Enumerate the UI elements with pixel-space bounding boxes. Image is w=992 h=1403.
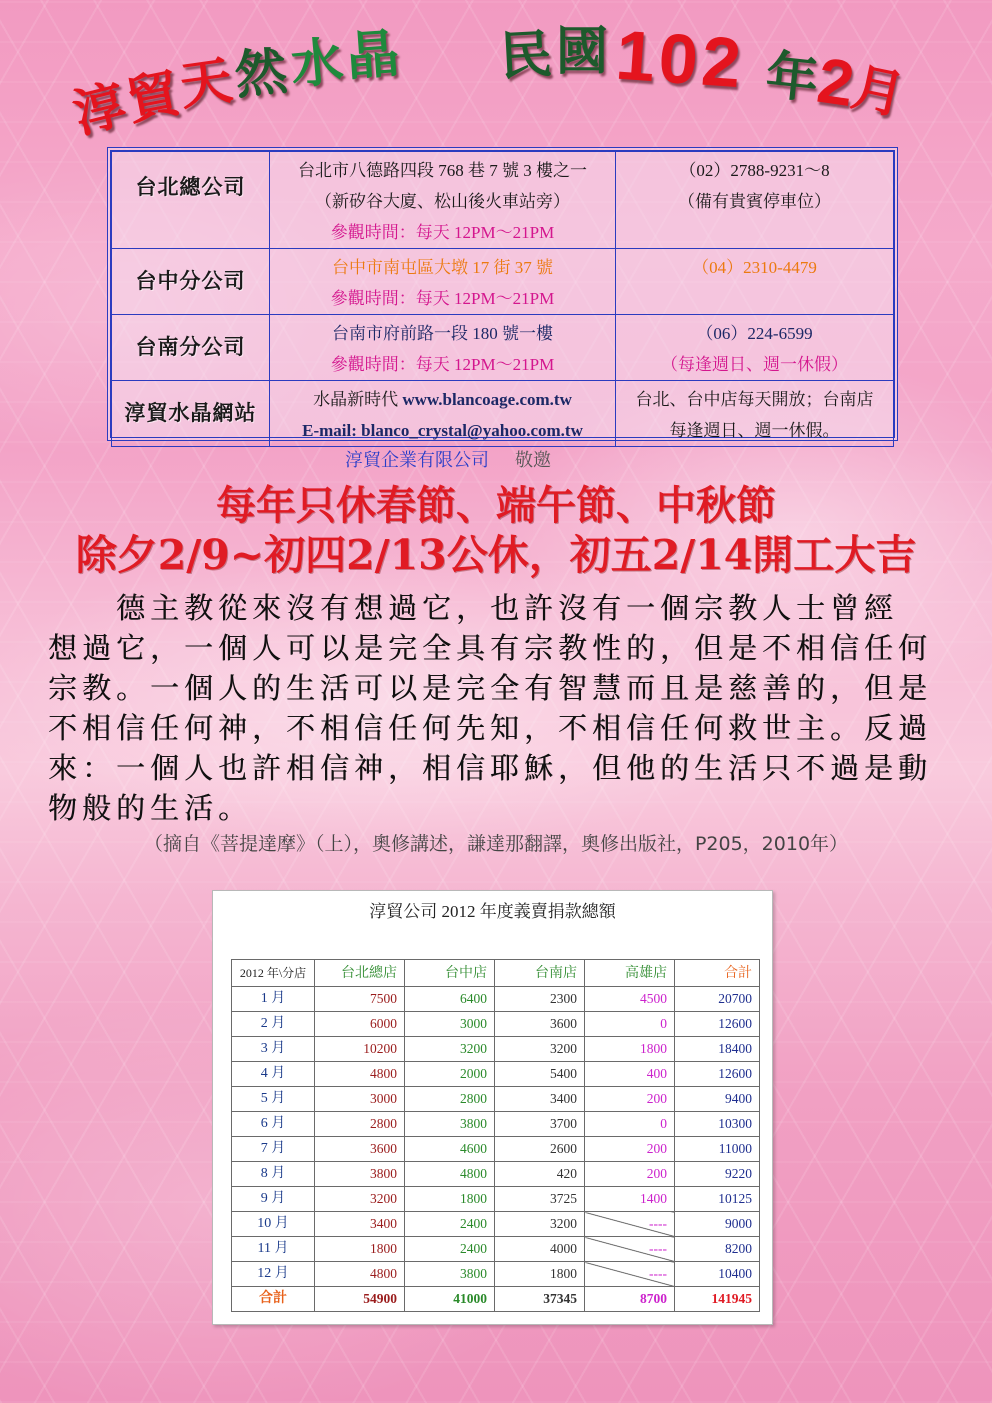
branch-info-table — [107, 147, 898, 441]
month-cell: 5 月 — [232, 1087, 315, 1112]
total-row — [232, 1287, 760, 1312]
taipei-value: 3200 — [315, 1187, 405, 1212]
kaohsiung-value: 400 — [585, 1062, 675, 1087]
taipei-value: 7500 — [315, 987, 405, 1012]
taichung-value: 3000 — [405, 1012, 495, 1037]
taichung-value: 2400 — [405, 1237, 495, 1262]
tainan-value: 3700 — [495, 1112, 585, 1137]
tainan-value: 3200 — [495, 1212, 585, 1237]
table-row — [232, 1237, 760, 1262]
invitation-signature — [345, 449, 551, 473]
kaohsiung-value: 1800 — [585, 1037, 675, 1062]
donation-summary-panel — [212, 890, 773, 1325]
opening-note-line: 每逢週日、週一休假。 — [669, 421, 840, 440]
branch-row-tainan — [112, 315, 894, 381]
taipei-value: 3800 — [315, 1162, 405, 1187]
taichung-value: 6400 — [405, 987, 495, 1012]
taichung-value: 3800 — [405, 1262, 495, 1287]
month-cell: 8 月 — [232, 1162, 315, 1187]
title-char: 晶 — [344, 24, 402, 88]
table-row — [232, 1187, 760, 1212]
title-year: 102 — [613, 15, 748, 103]
branch-address — [270, 152, 616, 249]
month-cell: 2 月 — [232, 1012, 315, 1037]
branch-phone — [616, 152, 894, 249]
parking-note: （備有貴賓停車位） — [678, 192, 831, 211]
tainan-value: 4000 — [495, 1237, 585, 1262]
total-value: 11000 — [675, 1137, 760, 1162]
month-cell: 4 月 — [232, 1062, 315, 1087]
header-taichung: 台中店 — [405, 960, 495, 987]
kaohsiung-total: 8700 — [585, 1287, 675, 1312]
kaohsiung-value: ---- — [585, 1237, 675, 1262]
title-char: 水 — [288, 31, 346, 97]
header-total: 合計 — [675, 960, 760, 987]
taipei-value: 6000 — [315, 1012, 405, 1037]
website-line — [270, 384, 615, 415]
opening-notes — [616, 381, 894, 447]
kaohsiung-value: 0 — [585, 1012, 675, 1037]
address-line: （新矽谷大廈、松山後火車站旁） — [315, 192, 570, 211]
total-value: 9400 — [675, 1087, 760, 1112]
table-row — [232, 1262, 760, 1287]
visiting-hours: 參觀時間：每天 12PM～21PM — [330, 223, 555, 242]
address-line: 台中市南屯區大墩 17 街 37 號 — [332, 258, 553, 277]
tainan-value: 3725 — [495, 1187, 585, 1212]
month-cell: 6 月 — [232, 1112, 315, 1137]
header-kaohsiung: 高雄店 — [585, 960, 675, 987]
table-row — [232, 1137, 760, 1162]
quote-paragraph — [48, 588, 948, 828]
total-value: 10125 — [675, 1187, 760, 1212]
quote-line: 德主教從來沒有想過它，也許沒有一個宗教人士曾經 — [116, 591, 899, 625]
quote-line: 想過它，一個人可以是完全具有宗教性的，但是不相信任何 — [48, 631, 933, 665]
title-char: 月 — [846, 57, 910, 127]
taipei-value: 3000 — [315, 1087, 405, 1112]
closed-days-note: （每逢週日、週一休假） — [661, 355, 848, 374]
taipei-value: 4800 — [315, 1262, 405, 1287]
taichung-value: 4600 — [405, 1137, 495, 1162]
company-name: 淳貿企業有限公司 — [345, 450, 489, 471]
taichung-value: 2000 — [405, 1062, 495, 1087]
branch-name: 台北總公司 — [112, 152, 270, 249]
table-header — [232, 960, 760, 987]
taichung-total: 41000 — [405, 1287, 495, 1312]
branch-row-taipei — [112, 152, 894, 249]
page-title — [0, 0, 992, 146]
phone-number: （04）2310-4479 — [692, 258, 817, 277]
kaohsiung-value: 4500 — [585, 987, 675, 1012]
holiday-notice-line-2: 除夕2/9~初四2/13公休，初五2/14開工大吉 — [75, 531, 917, 579]
kaohsiung-value: ---- — [585, 1262, 675, 1287]
taichung-value: 3200 — [405, 1037, 495, 1062]
total-value: 20700 — [675, 987, 760, 1012]
opening-note-line: 台北、台中店每天開放；台南店 — [635, 390, 874, 409]
title-char: 民 — [498, 24, 554, 88]
taipei-value: 1800 — [315, 1237, 405, 1262]
website-label: 水晶新時代 — [313, 390, 399, 409]
total-value: 12600 — [675, 1012, 760, 1037]
tainan-total: 37345 — [495, 1287, 585, 1312]
phone-number: （02）2788-9231～8 — [679, 161, 830, 180]
table-row — [232, 1012, 760, 1037]
branch-name: 台南分公司 — [112, 315, 270, 381]
branch-address — [270, 249, 616, 315]
tainan-value: 1800 — [495, 1262, 585, 1287]
taichung-value: 4800 — [405, 1162, 495, 1187]
taipei-value: 10200 — [315, 1037, 405, 1062]
total-value: 12600 — [675, 1062, 760, 1087]
taipei-value: 2800 — [315, 1112, 405, 1137]
title-char: 貿 — [121, 63, 185, 133]
tainan-value: 420 — [495, 1162, 585, 1187]
branch-row-taichung — [112, 249, 894, 315]
address-line: 台北市八德路四段 768 巷 7 號 3 樓之一 — [298, 161, 587, 180]
total-value: 10400 — [675, 1262, 760, 1287]
total-total: 141945 — [675, 1287, 760, 1312]
visiting-hours: 參觀時間：每天 12PM～21PM — [330, 289, 555, 308]
website-info — [270, 381, 616, 447]
title-char: 淳 — [67, 74, 133, 146]
table-body — [232, 987, 760, 1312]
signoff-text: 敬邀 — [515, 450, 551, 471]
taichung-value: 2400 — [405, 1212, 495, 1237]
month-cell: 3 月 — [232, 1037, 315, 1062]
total-value: 8200 — [675, 1237, 760, 1262]
tainan-value: 5400 — [495, 1062, 585, 1087]
taipei-value: 3400 — [315, 1212, 405, 1237]
visiting-hours: 參觀時間：每天 12PM～21PM — [330, 355, 555, 374]
total-value: 10300 — [675, 1112, 760, 1137]
table-row — [232, 987, 760, 1012]
title-char: 年 — [763, 45, 822, 111]
website-row — [112, 381, 894, 447]
title-char: 然 — [232, 41, 291, 107]
table-row — [232, 1112, 760, 1137]
kaohsiung-value: 200 — [585, 1087, 675, 1112]
branch-address — [270, 315, 616, 381]
donation-table-title: 淳貿公司 2012 年度義賣捐款總額 — [369, 902, 616, 921]
taichung-value: 1800 — [405, 1187, 495, 1212]
header-row — [232, 960, 760, 987]
title-month-number: 2 — [813, 43, 859, 121]
branch-phone — [616, 315, 894, 381]
month-cell: 1 月 — [232, 987, 315, 1012]
taichung-value: 3800 — [405, 1112, 495, 1137]
tainan-value: 2300 — [495, 987, 585, 1012]
total-value: 9000 — [675, 1212, 760, 1237]
quote-line: 物般的生活。 — [48, 791, 253, 825]
phone-number: （06）224-6599 — [696, 324, 813, 343]
taipei-value: 4800 — [315, 1062, 405, 1087]
tainan-value: 3400 — [495, 1087, 585, 1112]
month-cell: 11 月 — [232, 1237, 315, 1262]
tainan-value: 2600 — [495, 1137, 585, 1162]
quote-line: 來：一個人也許相信神，相信耶穌，但他的生活只不過是動 — [48, 751, 933, 785]
month-cell: 9 月 — [232, 1187, 315, 1212]
tainan-value: 3200 — [495, 1037, 585, 1062]
kaohsiung-value: 0 — [585, 1112, 675, 1137]
address-line: 台南市府前路一段 180 號一樓 — [332, 324, 553, 343]
holiday-notice-line-1: 每年只休春節、端午節、中秋節 — [216, 482, 776, 529]
donation-table — [231, 959, 760, 1312]
kaohsiung-value: 1400 — [585, 1187, 675, 1212]
month-cell: 12 月 — [232, 1262, 315, 1287]
title-char: 天 — [176, 50, 236, 118]
table-row — [232, 1212, 760, 1237]
header-tainan: 台南店 — [495, 960, 585, 987]
kaohsiung-value: ---- — [585, 1212, 675, 1237]
website-name: 淳貿水晶網站 — [112, 381, 270, 447]
title-char: 國 — [556, 22, 609, 82]
taipei-total: 54900 — [315, 1287, 405, 1312]
quote-line: 宗教。一個人的生活可以是完全有智慧而且是慈善的，但是 — [48, 671, 933, 705]
website-url: www.blancoage.com.tw — [402, 390, 572, 409]
taichung-value: 2800 — [405, 1087, 495, 1112]
corner-header: 2012 年\分店 — [232, 960, 315, 987]
header-taipei: 台北總店 — [315, 960, 405, 987]
month-cell: 10 月 — [232, 1212, 315, 1237]
email-address: E-mail: blanco_crystal@yahoo.com.tw — [302, 421, 583, 440]
quote-line: 不相信任何神，不相信任何先知，不相信任何救世主。反過 — [48, 711, 933, 745]
branch-phone — [616, 249, 894, 315]
total-label: 合計 — [232, 1287, 315, 1312]
table-row — [232, 1162, 760, 1187]
branch-name: 台中分公司 — [112, 249, 270, 315]
month-cell: 7 月 — [232, 1137, 315, 1162]
tainan-value: 3600 — [495, 1012, 585, 1037]
branch-table — [111, 151, 894, 447]
taipei-value: 3600 — [315, 1137, 405, 1162]
total-value: 18400 — [675, 1037, 760, 1062]
kaohsiung-value: 200 — [585, 1137, 675, 1162]
kaohsiung-value: 200 — [585, 1162, 675, 1187]
table-row — [232, 1087, 760, 1112]
total-value: 9220 — [675, 1162, 760, 1187]
quote-source: （摘自《菩提達摩》（上），奧修講述，謙達那翻譯，奧修出版社，P205，2010年） — [143, 833, 849, 855]
table-row — [232, 1037, 760, 1062]
table-row — [232, 1062, 760, 1087]
